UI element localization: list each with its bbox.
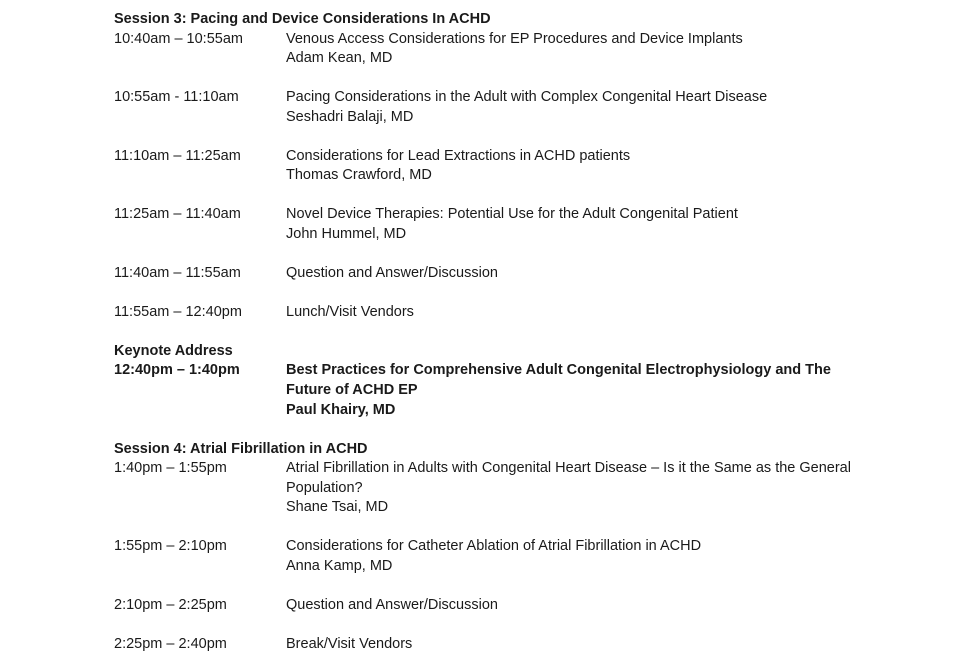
time-slot: 11:10am – 11:25am (114, 147, 241, 164)
talk-detail (286, 88, 864, 127)
talk-title: Considerations for Lead Extractions in ACHD patients (286, 147, 631, 164)
talk-title: Best Practices for Comprehensive Adult Congenital Electrophysiology and The Future of ACHD EP (286, 362, 831, 399)
talk-detail (286, 303, 864, 323)
talk-title: Lunch/Visit Vendors (286, 303, 414, 320)
talk-detail (286, 147, 864, 186)
session-3 (114, 10, 864, 322)
talk-detail (286, 264, 864, 284)
talk-title: Question and Answer/Discussion (286, 264, 498, 281)
time-slot: 11:55am – 12:40pm (114, 303, 242, 320)
agenda-item (114, 88, 864, 127)
session-4 (114, 440, 864, 655)
agenda-item (114, 459, 864, 518)
time-slot: 12:40pm – 1:40pm (114, 362, 240, 379)
agenda-item (114, 361, 864, 420)
agenda-item (114, 635, 864, 655)
time-slot: 11:25am – 11:40am (114, 206, 241, 223)
agenda (114, 10, 864, 655)
time-slot: 10:55am - 11:10am (114, 89, 239, 106)
talk-title: Venous Access Considerations for EP Procedures and Device Implants (286, 30, 743, 47)
agenda-item (114, 205, 864, 244)
agenda-item (114, 537, 864, 576)
time-slot: 2:25pm – 2:40pm (114, 635, 227, 652)
talk-title: Atrial Fibrillation in Adults with Congenital Heart Disease – Is it the Same as the General Population? (286, 460, 851, 496)
session-heading: Keynote Address (114, 342, 233, 359)
session-heading: Session 4: Atrial Fibrillation in ACHD (114, 440, 368, 457)
talk-detail (286, 596, 864, 616)
talk-detail (286, 537, 864, 576)
agenda-item (114, 303, 864, 323)
talk-detail (286, 459, 864, 518)
talk-title: Novel Device Therapies: Potential Use for the Adult Congenital Patient (286, 206, 738, 223)
talk-title: Considerations for Catheter Ablation of Atrial Fibrillation in ACHD (286, 538, 702, 555)
keynote-session (114, 342, 864, 420)
talk-detail (286, 635, 864, 655)
speaker-name: Thomas Crawford, MD (286, 167, 432, 184)
time-slot: 1:55pm – 2:10pm (114, 538, 227, 555)
speaker-name: Seshadri Balaji, MD (286, 108, 414, 125)
speaker-name: Adam Kean, MD (286, 50, 393, 67)
talk-title: Question and Answer/Discussion (286, 596, 498, 613)
agenda-item (114, 147, 864, 186)
talk-detail (286, 205, 864, 244)
speaker-name: Shane Tsai, MD (286, 499, 389, 516)
speaker-name: Paul Khairy, MD (286, 401, 396, 418)
agenda-item (114, 30, 864, 69)
time-slot: 11:40am – 11:55am (114, 264, 241, 281)
time-slot: 1:40pm – 1:55pm (114, 460, 227, 477)
agenda-item (114, 264, 864, 284)
agenda-item (114, 596, 864, 616)
talk-title: Pacing Considerations in the Adult with Complex Congenital Heart Disease (286, 89, 768, 106)
time-slot: 10:40am – 10:55am (114, 30, 243, 47)
speaker-name: Anna Kamp, MD (286, 558, 393, 574)
time-slot: 2:10pm – 2:25pm (114, 596, 227, 613)
talk-detail (286, 30, 864, 69)
talk-detail (286, 361, 864, 420)
session-heading: Session 3: Pacing and Device Considerations In ACHD (114, 11, 491, 27)
speaker-name: John Hummel, MD (286, 225, 407, 242)
talk-title: Break/Visit Vendors (286, 635, 413, 652)
